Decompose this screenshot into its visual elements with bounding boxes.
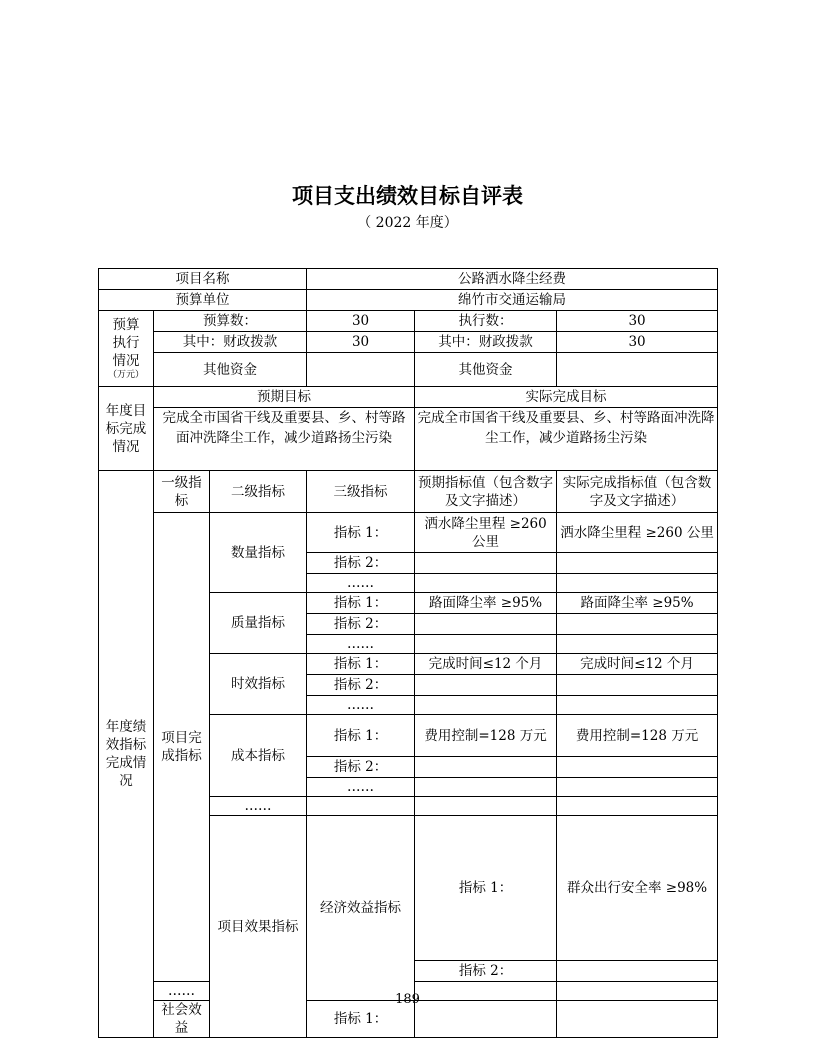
exec-count-value: 30 <box>557 311 718 332</box>
social-label: 社会效益 <box>154 1001 210 1038</box>
actual-goal-label: 实际完成目标 <box>415 387 718 408</box>
indicator-1: 指标 1： <box>307 1001 415 1038</box>
indicator-2: 指标 2： <box>307 614 415 635</box>
indicator-1: 指标 1： <box>307 593 415 614</box>
page-title: 项目支出绩效目标自评表 <box>292 184 523 208</box>
level3-header: 三级指标 <box>307 471 415 513</box>
quantity-expected: 洒水降尘里程 ≥260 公里 <box>415 513 557 553</box>
indicator-2: 指标 2： <box>307 553 415 574</box>
ellipsis: …… <box>210 797 307 816</box>
budget-count-label: 预算数： <box>154 311 307 332</box>
row-perf-header <box>99 471 718 513</box>
economic-label: 经济效益指标 <box>307 816 415 1001</box>
budget-count-value: 30 <box>307 311 415 332</box>
indicator-1: 指标 1： <box>307 513 415 553</box>
cost-actual: 费用控制=128 万元 <box>557 715 718 757</box>
budget-fiscal-label: 其中：财政拨款 <box>154 332 307 353</box>
budget-exec-label: 预算 执行 情况 （万元） <box>99 311 154 387</box>
project-name-label: 项目名称 <box>99 269 307 290</box>
report-year: （ 2022 年度） <box>357 215 458 231</box>
perf-section-label: 年度绩效指标完成情况 <box>99 471 154 1038</box>
page-number: 189 <box>395 992 420 1007</box>
table-row <box>99 513 718 553</box>
budget-unit-label: 预算单位 <box>99 290 307 311</box>
row-project-name <box>99 269 718 290</box>
ellipsis: …… <box>154 982 210 1001</box>
indicator-1: 指标 1： <box>307 715 415 757</box>
exec-fiscal-value: 30 <box>557 332 718 353</box>
budget-other-label: 其他资金 <box>154 353 307 387</box>
ellipsis: …… <box>307 574 415 593</box>
project-name-value: 公路洒水降尘经费 <box>307 269 718 290</box>
level1-header: 一级指标 <box>154 471 210 513</box>
row-budget-unit <box>99 290 718 311</box>
completion-indicators-label: 项目完成指标 <box>154 513 210 982</box>
quality-label: 质量指标 <box>210 593 307 654</box>
quantity-actual: 洒水降尘里程 ≥260 公里 <box>557 513 718 553</box>
indicator-2: 指标 2： <box>307 675 415 696</box>
econ-expected: 群众出行安全率 ≥98% <box>557 816 718 961</box>
budget-other-value <box>307 353 415 387</box>
expected-value-header: 预期指标值（包含数字及文字描述） <box>415 471 557 513</box>
quantity-label: 数量指标 <box>210 513 307 593</box>
timeliness-label: 时效指标 <box>210 654 307 715</box>
time-actual: 完成时间≤12 个月 <box>557 654 718 675</box>
exec-other-label: 其他资金 <box>415 353 557 387</box>
exec-fiscal-label: 其中：财政拨款 <box>415 332 557 353</box>
time-expected: 完成时间≤12 个月 <box>415 654 557 675</box>
annual-goal-label: 年度目标完成情况 <box>99 387 154 471</box>
ellipsis: …… <box>307 635 415 654</box>
quality-expected: 路面降尘率 ≥95% <box>415 593 557 614</box>
expected-goal-label: 预期目标 <box>154 387 415 408</box>
budget-unit-value: 绵竹市交通运输局 <box>307 290 718 311</box>
indicator-1: 指标 1： <box>415 816 557 961</box>
level2-header: 二级指标 <box>210 471 307 513</box>
exec-other-value <box>557 353 718 387</box>
row-other-funds <box>99 353 718 387</box>
ellipsis: …… <box>307 696 415 715</box>
row-fiscal <box>99 332 718 353</box>
cost-expected: 费用控制=128 万元 <box>415 715 557 757</box>
indicator-2: 指标 2： <box>307 757 415 778</box>
actual-value-header: 实际完成指标值（包含数字及文字描述） <box>557 471 718 513</box>
indicator-2: 指标 2： <box>415 961 557 982</box>
row-goal-header <box>99 387 718 408</box>
cost-label: 成本指标 <box>210 715 307 797</box>
exec-count-label: 执行数： <box>415 311 557 332</box>
self-evaluation-table <box>98 268 718 1038</box>
ellipsis: …… <box>307 778 415 797</box>
actual-goal-text: 完成全市国省干线及重要县、乡、村等路面冲洗降尘工作，减少道路扬尘污染 <box>415 408 718 471</box>
row-goal-content <box>99 408 718 471</box>
effect-indicators-label: 项目效果指标 <box>210 816 307 1038</box>
indicator-1: 指标 1： <box>307 654 415 675</box>
budget-fiscal-value: 30 <box>307 332 415 353</box>
row-budget-total <box>99 311 718 332</box>
quality-actual: 路面降尘率 ≥95% <box>557 593 718 614</box>
expected-goal-text: 完成全市国省干线及重要县、乡、村等路面冲洗降尘工作，减少道路扬尘污染 <box>154 408 415 471</box>
